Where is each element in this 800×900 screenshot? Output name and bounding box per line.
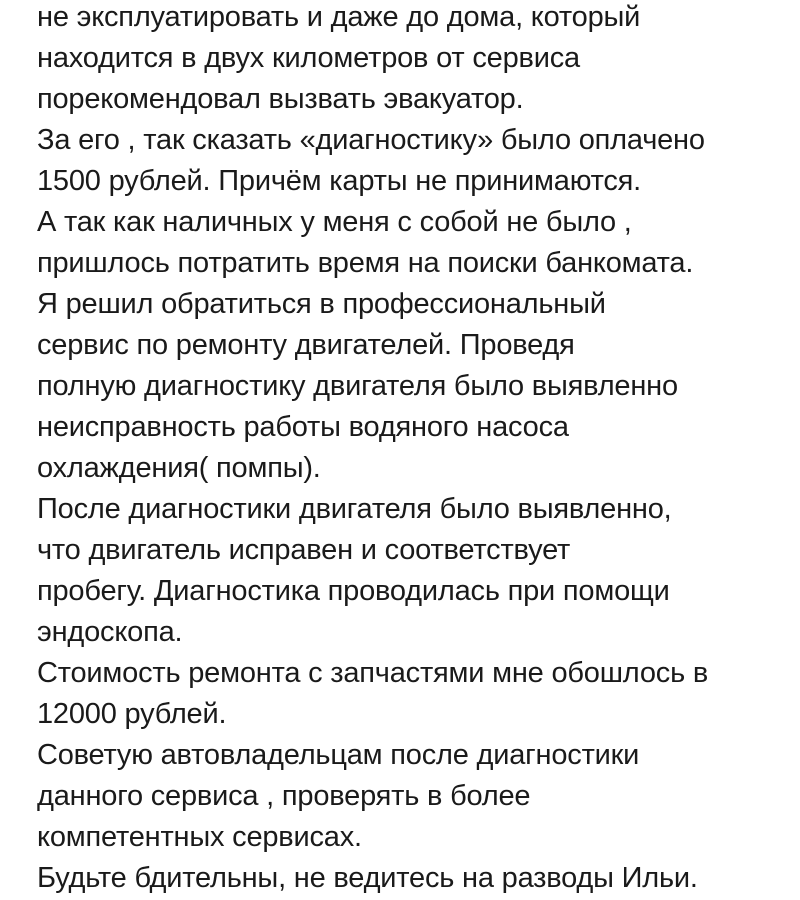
review-line: охлаждения( помпы).: [37, 452, 321, 484]
review-line: А так как наличных у меня с собой не было ,: [37, 206, 632, 238]
review-line: неисправность работы водяного насоса: [37, 411, 569, 443]
review-line: Советую автовладельцам после диагностики: [37, 739, 640, 771]
review-line: эндоскопа.: [37, 616, 183, 648]
review-line: пришлось потратить время на поиски банкомата.: [37, 247, 694, 279]
review-line: Стоимость ремонта с запчастями мне обошлось в: [37, 657, 709, 689]
review-line: 12000 рублей.: [37, 698, 227, 730]
review-line: полную диагностику двигателя было выявленно: [37, 370, 678, 402]
review-line: После диагностики двигателя было выявленно,: [37, 493, 672, 525]
review-line: находится в двух километров от сервиса: [37, 42, 580, 74]
review-text: [37, 0, 782, 899]
review-line: Я решил обратиться в профессиональный: [37, 288, 606, 320]
review-line: данного сервиса , проверять в более: [37, 780, 531, 812]
review-line: что двигатель исправен и соответствует: [37, 534, 571, 566]
review-line: пробегу. Диагностика проводилась при помощи: [37, 575, 670, 607]
review-line: сервис по ремонту двигателей. Проведя: [37, 329, 575, 361]
review-line: Будьте бдительны, не ведитесь на разводы Ильи.: [37, 862, 698, 894]
review-line: не эксплуатировать и даже до дома, который: [37, 1, 641, 33]
review-line: 1500 рублей. Причём карты не принимаются.: [37, 165, 642, 197]
review-line: компетентных сервисах.: [37, 821, 362, 853]
review-line: порекомендовал вызвать эвакуатор.: [37, 83, 524, 115]
review-line: За его , так сказать «диагностику» было оплачено: [37, 124, 705, 156]
